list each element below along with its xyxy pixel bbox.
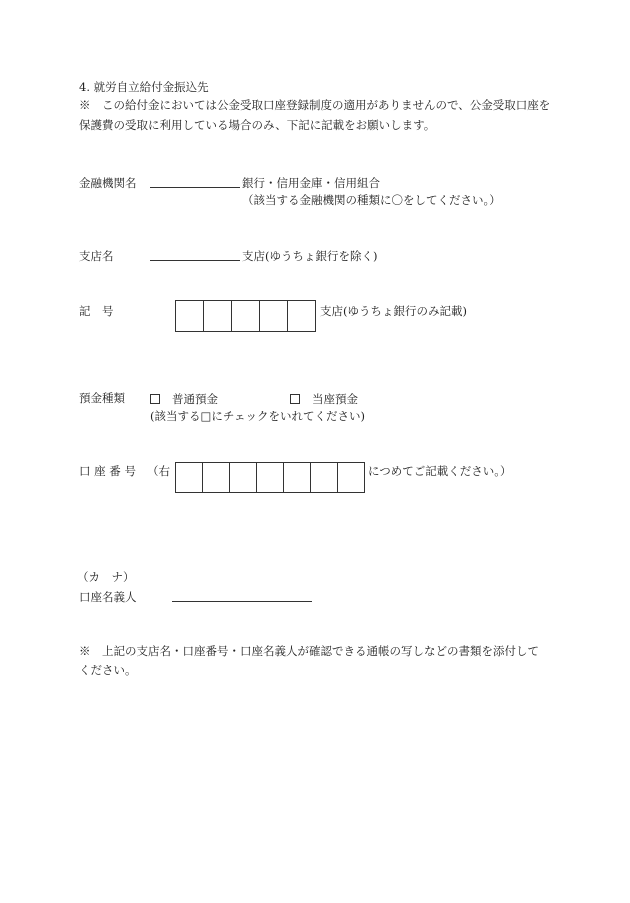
symbol-digit-box[interactable]: [232, 300, 260, 332]
account-number-digit-box[interactable]: [311, 462, 338, 493]
branch-name-input[interactable]: [150, 247, 240, 261]
branch-suffix: 支店(ゆうちょ銀行を除く): [242, 249, 378, 263]
account-type-option-current[interactable]: [290, 392, 358, 406]
account-number-digit-box[interactable]: [284, 462, 311, 493]
footer-note-line-2: ください。: [79, 663, 137, 677]
intro-note-line-2: 保護費の受取に利用している場合のみ、下記に記載をお願いします。: [79, 118, 436, 132]
account-holder-label: 口座名義人: [79, 590, 137, 604]
account-number-suffix: につめてご記載ください。）: [368, 464, 512, 478]
footer-note-line-1: ※ 上記の支店名・口座番号・口座名義人が確認できる通帳の写しなどの書類を添付して: [79, 644, 539, 658]
account-number-digit-box[interactable]: [203, 462, 230, 493]
ordinary-label: 普通預金: [172, 392, 218, 406]
bank-type-hint: （該当する金融機関の種類に〇をしてください。）: [242, 193, 501, 207]
account-type-hint: (該当する□にチェックをいれてください): [150, 409, 365, 423]
symbol-digit-boxes: [175, 300, 316, 332]
bank-name-label: 金融機関名: [79, 176, 137, 190]
symbol-suffix: 支店(ゆうちょ銀行のみ記載): [320, 304, 467, 318]
account-number-label: 口 座 番 号: [79, 464, 136, 478]
account-number-prefix: （右: [147, 464, 170, 478]
symbol-label: 記 号: [79, 304, 114, 318]
bank-name-input[interactable]: [150, 174, 240, 188]
account-number-digit-box[interactable]: [176, 462, 203, 493]
symbol-digit-box[interactable]: [288, 300, 316, 332]
symbol-digit-box[interactable]: [204, 300, 232, 332]
account-holder-input[interactable]: [172, 588, 312, 602]
intro-note-line-1: ※ この給付金においては公金受取口座登録制度の適用がありませんので、公金受取口座を: [79, 98, 551, 112]
account-number-digit-box[interactable]: [338, 462, 365, 493]
branch-label: 支店名: [79, 249, 114, 263]
kana-label: （カ ナ）: [77, 570, 135, 584]
bank-type-suffix: 銀行・信用金庫・信用組合: [242, 176, 380, 190]
account-type-label: 預金種類: [79, 391, 125, 405]
account-number-digit-box[interactable]: [257, 462, 284, 493]
account-type-option-ordinary[interactable]: [150, 392, 218, 406]
current-label: 当座預金: [312, 392, 358, 406]
section-title: 4. 就労自立給付金振込先: [79, 80, 209, 94]
symbol-digit-box[interactable]: [176, 300, 204, 332]
ordinary-checkbox[interactable]: [150, 394, 160, 404]
account-number-digit-boxes: [175, 462, 365, 493]
account-number-digit-box[interactable]: [230, 462, 257, 493]
current-checkbox[interactable]: [290, 394, 300, 404]
symbol-digit-box[interactable]: [260, 300, 288, 332]
